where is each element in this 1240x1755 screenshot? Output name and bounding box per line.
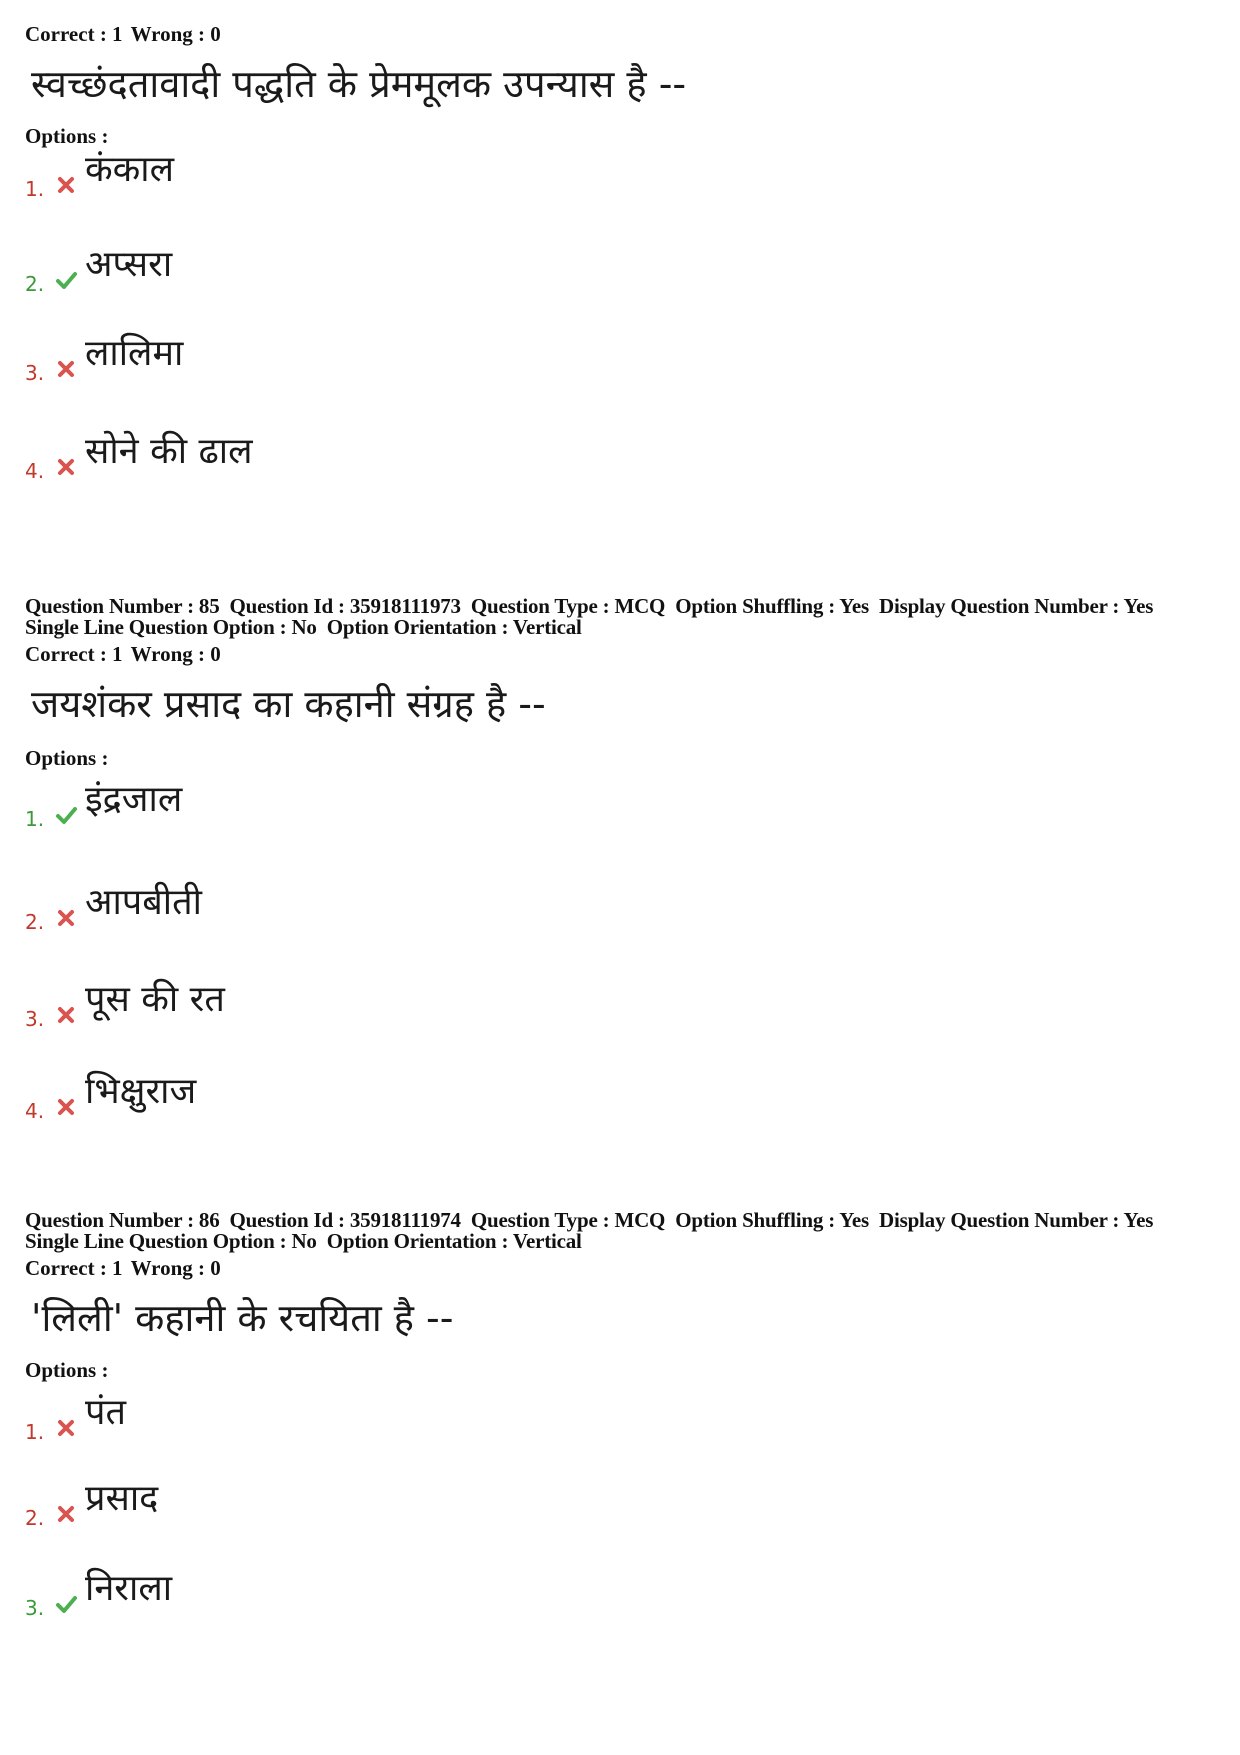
question-text: जयशंकर प्रसाद का कहानी संग्रह है --	[31, 682, 546, 726]
question-meta-line-2: Single Line Question Option : No Option Orientation : Vertical	[25, 1229, 582, 1253]
option-number: 1.	[25, 177, 45, 201]
option-text: पंत	[85, 1392, 126, 1433]
option-text: अप्सरा	[85, 244, 173, 285]
option-text: आपबीती	[85, 882, 202, 923]
option-number: 2.	[25, 1506, 45, 1530]
option-3	[25, 1559, 625, 1619]
option-text: कंकाल	[85, 149, 175, 190]
correct-count: Correct : 1	[25, 642, 123, 666]
question-85-meta	[25, 596, 1225, 666]
cross-icon	[55, 1096, 77, 1118]
question-85-options-label-row	[25, 746, 1225, 770]
option-text: प्रसाद	[85, 1478, 159, 1519]
question-86-options	[25, 1383, 1225, 1643]
question-meta-line-1: Question Number : 85 Question Id : 35918111973 Question Type : MCQ Option Shuffling : Yes Display Question Number : Yes	[25, 594, 1154, 618]
cross-icon	[55, 174, 77, 196]
option-number: 3.	[25, 361, 45, 385]
wrong-count: Wrong : 0	[130, 22, 221, 46]
question-84-options	[25, 140, 1225, 520]
question-meta-line-2: Single Line Question Option : No Option Orientation : Vertical	[25, 615, 582, 639]
option-2	[25, 1469, 625, 1529]
option-text: निराला	[85, 1568, 173, 1609]
question-meta-line-1: Question Number : 86 Question Id : 35918111974 Question Type : MCQ Option Shuffling : Yes Display Question Number : Yes	[25, 1208, 1154, 1232]
question-86-options-label-row	[25, 1358, 1225, 1382]
wrong-count: Wrong : 0	[130, 642, 221, 666]
correct-count: Correct : 1	[25, 22, 123, 46]
cross-icon	[55, 1004, 77, 1026]
option-text: सोने की ढाल	[85, 431, 253, 472]
option-number: 3.	[25, 1007, 45, 1031]
check-icon	[55, 269, 77, 291]
option-text: भिक्षुराज	[85, 1071, 197, 1112]
option-1	[25, 770, 625, 830]
score-line	[25, 22, 1225, 46]
question-86-meta	[25, 1210, 1225, 1280]
cross-icon	[55, 907, 77, 929]
cross-icon	[55, 456, 77, 478]
cross-icon	[55, 358, 77, 380]
question-text: स्वच्छंदतावादी पद्धति के प्रेममूलक उपन्यास है --	[31, 62, 687, 106]
score-line	[25, 1256, 1225, 1280]
option-number: 2.	[25, 272, 45, 296]
options-label: Options :	[25, 746, 109, 770]
option-2	[25, 235, 625, 295]
option-4	[25, 1062, 625, 1122]
option-number: 1.	[25, 1420, 45, 1444]
option-1	[25, 140, 625, 200]
options-label: Options :	[25, 1358, 109, 1382]
option-3	[25, 324, 625, 384]
check-icon	[55, 804, 77, 826]
option-number: 4.	[25, 1099, 45, 1123]
cross-icon	[55, 1417, 77, 1439]
option-number: 4.	[25, 459, 45, 483]
cross-icon	[55, 1503, 77, 1525]
score-line	[25, 642, 1225, 666]
question-85-text-row	[25, 678, 1225, 730]
option-3	[25, 970, 625, 1030]
option-number: 2.	[25, 910, 45, 934]
question-86-text-row	[25, 1292, 1225, 1344]
question-text: 'लिली' कहानी के रचयिता है --	[31, 1296, 454, 1340]
option-text: इंद्रजाल	[85, 779, 183, 820]
option-number: 3.	[25, 1596, 45, 1620]
question-85-options	[25, 770, 1225, 1150]
options-label: Options :	[25, 124, 109, 148]
wrong-count: Wrong : 0	[130, 1256, 221, 1280]
option-2	[25, 873, 625, 933]
option-number: 1.	[25, 807, 45, 831]
question-84-score	[25, 22, 1225, 46]
option-text: लालिमा	[85, 333, 184, 374]
option-4	[25, 422, 625, 482]
correct-count: Correct : 1	[25, 1256, 123, 1280]
question-84-text-row	[25, 58, 1225, 110]
check-icon	[55, 1593, 77, 1615]
option-1	[25, 1383, 625, 1443]
option-text: पूस की रत	[85, 979, 225, 1020]
